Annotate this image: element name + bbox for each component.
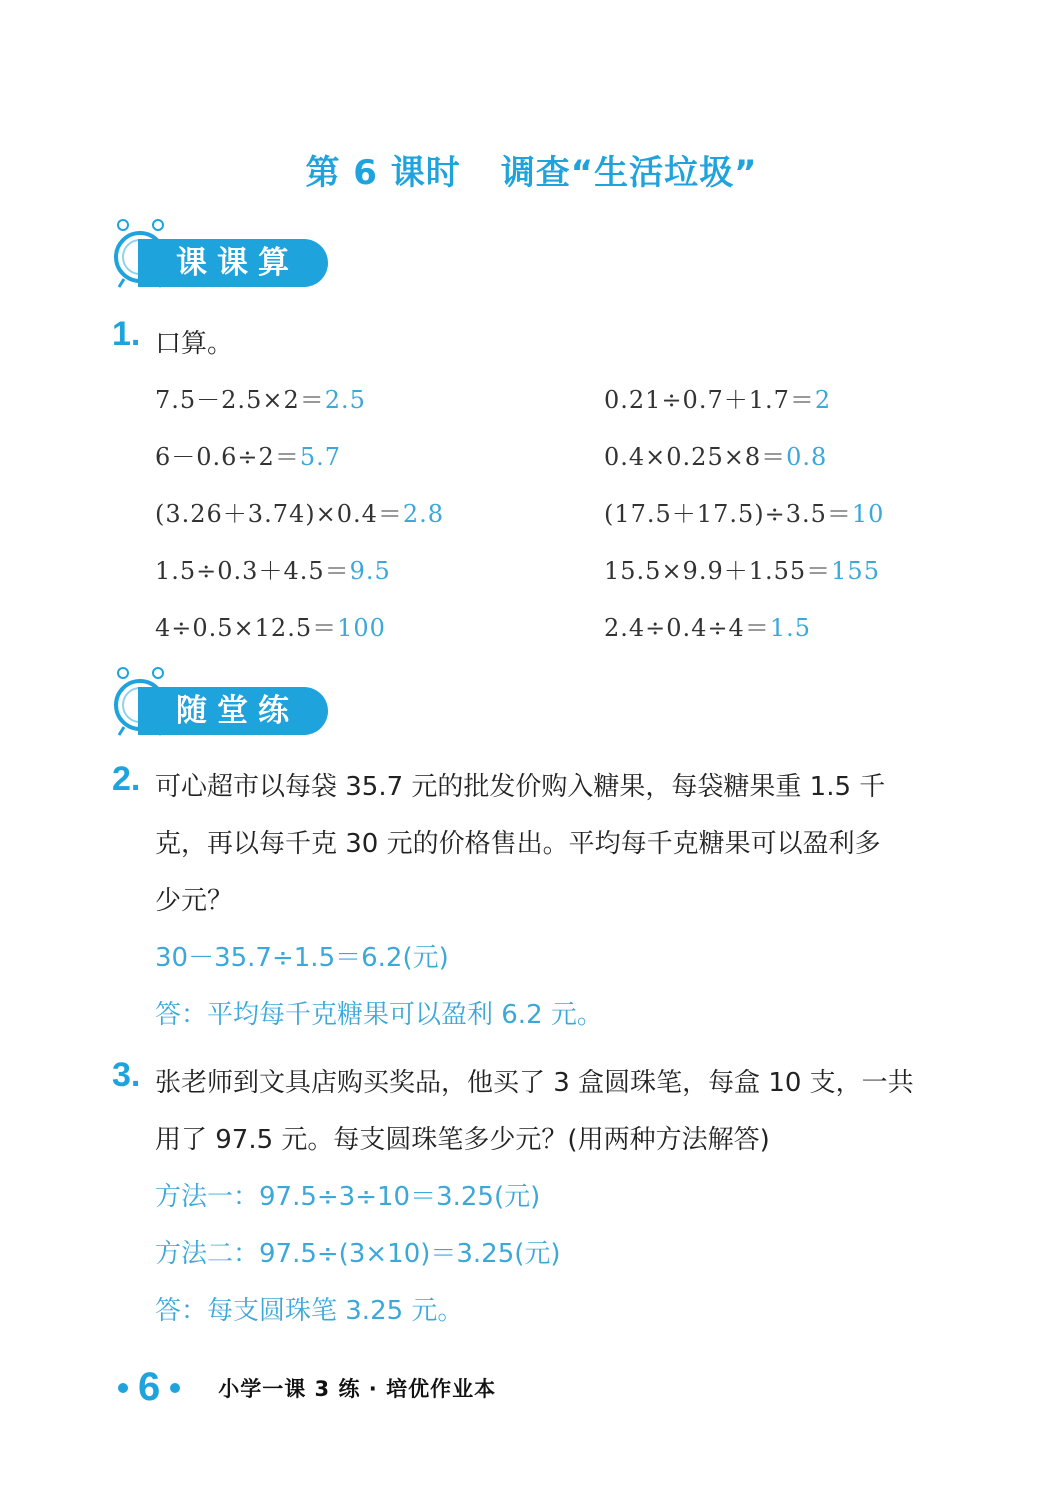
dot-icon (118, 1383, 128, 1393)
solution-line: 30－35.7÷1.5＝6.2(元) (155, 943, 449, 973)
page-footer (118, 1365, 496, 1415)
book-title: 小学一课 3 练 · 培优作业本 (218, 1376, 497, 1401)
page-title (0, 145, 1063, 194)
method-one-line: 方法一：97.5÷3÷10＝3.25(元) (155, 1182, 541, 1212)
calc-item: 15.5×9.9＋1.55＝155 (604, 557, 880, 585)
lesson-topic: 调查“生活垃圾” (500, 153, 758, 193)
calc-answer: 2.8 (402, 500, 445, 528)
calc-answer: 5.7 (299, 443, 341, 471)
question-number: 2. (112, 760, 141, 798)
dot-icon (170, 1383, 180, 1393)
question-text-line: 张老师到文具店购买奖品，他买了 3 盒圆珠笔，每盒 10 支，一共 (155, 1068, 914, 1098)
calc-answer: 100 (337, 614, 386, 642)
question-text-line: 用了 97.5 元。每支圆珠笔多少元？(用两种方法解答) (155, 1125, 770, 1155)
question-number: 3. (112, 1056, 141, 1094)
calc-answer: 1.5 (769, 614, 811, 642)
calc-item: 0.4×0.25×8＝0.8 (604, 443, 828, 471)
page-number: 6 (138, 1365, 161, 1409)
calc-item: 4÷0.5×12.5＝100 (155, 614, 386, 642)
calc-answer: 0.8 (786, 443, 828, 471)
calc-item: 2.4÷0.4÷4＝1.5 (604, 614, 811, 642)
section-badge-kekesuan (110, 215, 340, 295)
calc-item: 1.5÷0.3＋4.5＝9.5 (155, 557, 391, 585)
calc-answer: 155 (831, 557, 880, 585)
calc-item: 6－0.6÷2＝5.7 (155, 443, 341, 471)
calc-item: (3.26＋3.74)×0.4＝2.8 (155, 500, 445, 528)
section-label: 课课算 (138, 239, 328, 287)
calc-answer: 2.5 (324, 386, 366, 414)
calc-item: (17.5＋17.5)÷3.5＝10 (604, 500, 885, 528)
calc-answer: 9.5 (349, 557, 391, 585)
answer-line: 答：每支圆珠笔 3.25 元。 (155, 1296, 464, 1326)
question-text-line: 少元？ (155, 886, 234, 916)
calc-answer: 10 (851, 500, 885, 528)
lesson-number: 第 6 课时 (305, 153, 461, 193)
question-text-line: 可心超市以每袋 35.7 元的批发价购入糖果，每袋糖果重 1.5 千 (155, 772, 886, 802)
calc-item: 0.21÷0.7＋1.7＝2 (604, 386, 832, 414)
section-badge-suitanglian (110, 663, 340, 743)
question-text-line: 克，再以每千克 30 元的价格售出。平均每千克糖果可以盈利多 (155, 829, 881, 859)
calc-item: 7.5－2.5×2＝2.5 (155, 386, 366, 414)
method-two-line: 方法二：97.5÷(3×10)＝3.25(元) (155, 1239, 561, 1269)
question-number: 1. (112, 315, 141, 353)
section-label: 随堂练 (138, 687, 328, 735)
answer-line: 答：平均每千克糖果可以盈利 6.2 元。 (155, 1000, 603, 1030)
question-prompt: 口算。 (155, 329, 234, 359)
calc-answer: 2 (814, 386, 832, 414)
